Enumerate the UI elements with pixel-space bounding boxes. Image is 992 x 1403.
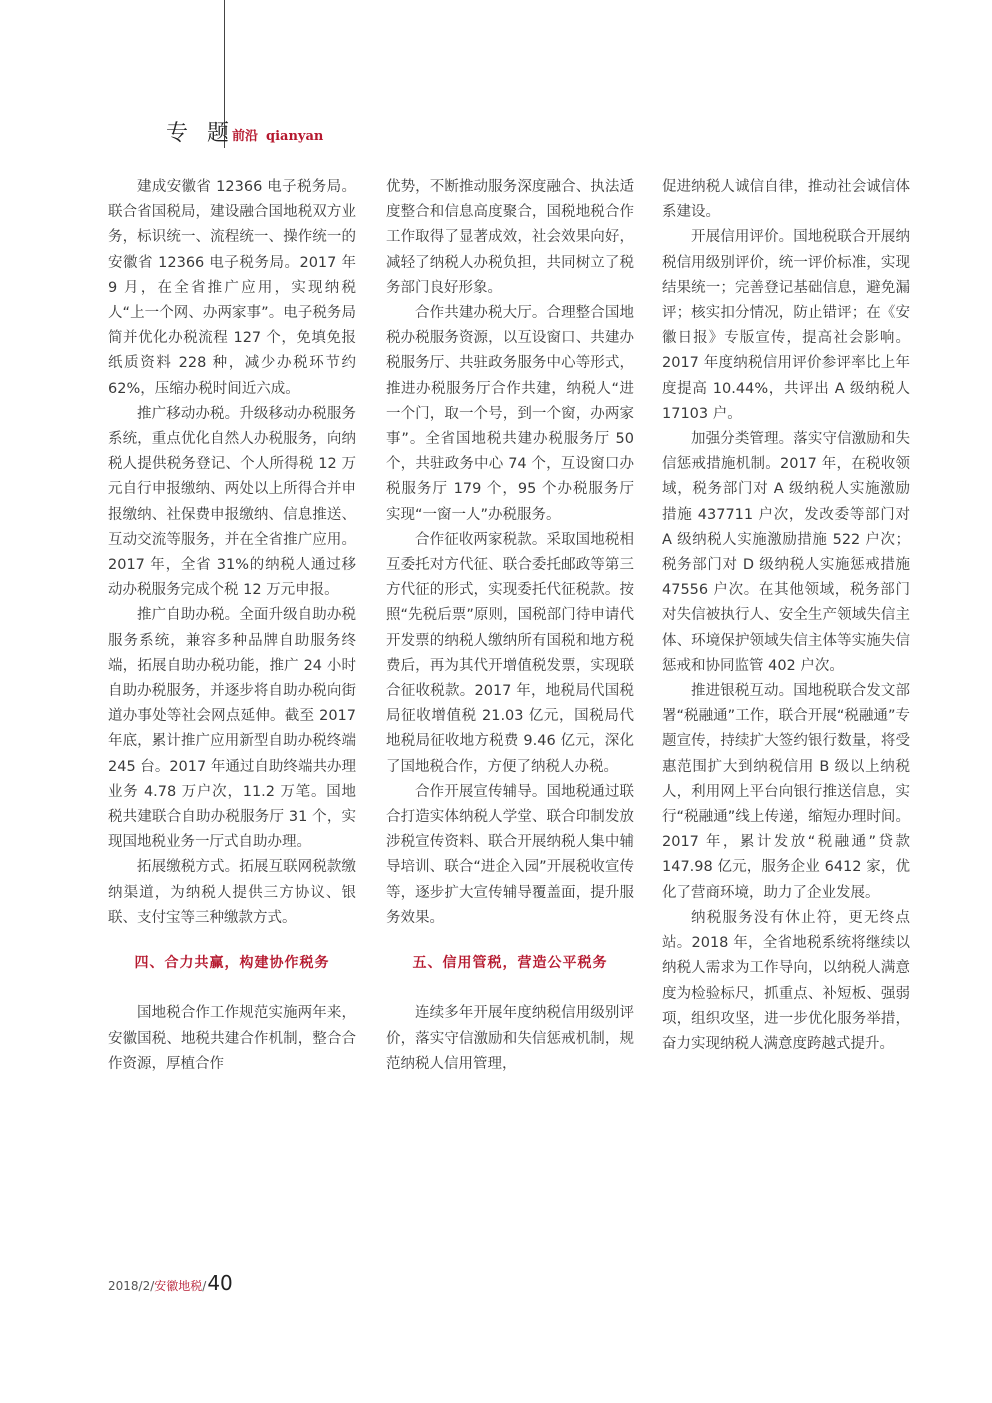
column-label-en: qianyan (266, 129, 324, 144)
paragraph: 推广移动办税。升级移动办税服务系统，重点优化自然人办税服务，向纳税人提供税务登记、个人所得税 12 万元自行申报缴纳、两处以上所得合并申报缴纳、社保费申报缴纳、信息推送、互动交流等服务，并在全省推广应用。2017 年，全省 31%的纳税人通过移动办税服务完成个税 12 万元申报。 (108, 405, 356, 599)
section-heading: 四、合力共赢，构建协作税务 (134, 955, 330, 972)
article-column-3 (662, 175, 910, 1057)
paragraph: 加强分类管理。落实守信激励和失信惩戒措施机制。2017 年，在税收领域，税务部门对 A 级纳税人实施激励措施 437711 户次，发改委等部门对 A 级纳税人实施激励措施 522 户次；税务部门对 D 级纳税人实施惩戒措施 47556 户次。在其他领域，税务部门对失信被执行人、安全生产领域失信主体、环境保护领域失信主体等实施失信惩戒和协同监管 402 户次。 (662, 431, 910, 674)
section-heading: 五、信用管税，营造公平税务 (412, 955, 608, 972)
paragraph: 开展信用评价。国地税联合开展纳税信用级别评价，统一评价标准，实现结果统一；完善登记基础信息，避免漏评；核实扣分情况，防止错评；在《安徽日报》专版宣传，提高社会影响。2017 年度纳税信用评价参评率比上年度提高 10.44%，共评出 A 级纳税人 17103 户。 (662, 229, 910, 422)
paragraph: 优势，不断推动服务深度融合、执法适度整合和信息高度聚合，国税地税合作工作取得了显著成效，社会效果向好，减轻了纳税人办税负担，共同树立了税务部门良好形象。 (386, 179, 634, 296)
footer-separator: / (202, 1279, 207, 1293)
paragraph: 纳税服务没有休止符，更无终点站。2018 年，全省地税系统将继续以纳税人需求为工作导向，以纳税人满意度为检验标尺，抓重点、补短板、强弱项，组织攻坚，进一步优化服务举措，奋力实现纳税人满意度跨越式提升。 (662, 909, 910, 1052)
paragraph: 合作共建办税大厅。合理整合国地税办税服务资源，以互设窗口、共建办税服务厅、共驻政务服务中心等形式，推进办税服务厅合作共建，纳税人“进一个门，取一个号，到一个窗，办两家事”。全省国地税共建办税服务厅 50 个，共驻政务中心 74 个，互设窗口办税服务厅 179 个，95 个办税服务厅实现“一窗一人”办税服务。 (386, 305, 634, 523)
paragraph: 国地税合作工作规范实施两年来，安徽国税、地税共建合作机制，整合合作资源，厚植合作 (108, 1005, 356, 1072)
article-column-2 (386, 175, 634, 1077)
page-footer (108, 1271, 233, 1295)
page-number: 40 (207, 1271, 233, 1295)
column-label (232, 125, 323, 144)
paragraph: 拓展缴税方式。拓展互联网税款缴纳渠道，为纳税人提供三方协议、银联、支付宝等三种缴款方式。 (108, 859, 356, 926)
paragraph: 推广自助办税。全面升级自助办税服务系统，兼容多种品牌自助服务终端，拓展自助办税功能，推广 24 小时自助办税服务，并逐步将自助办税向街道办事处等社会网点延伸。截至 2017 年底，累计推广应用新型自助办税终端 245 台。2017 年通过自助终端共办理业务 4.78 万户次，11.2 万笔。国地税共建联合自助办税服务厅 31 个，实现国地税业务一厅式自助办理。 (108, 607, 356, 851)
magazine-name: 安徽地税 (154, 1279, 203, 1293)
paragraph: 促进纳税人诚信自律，推动社会诚信体系建设。 (662, 179, 910, 221)
column-label-cn: 前沿 (232, 129, 259, 144)
paragraph: 合作开展宣传辅导。国地税通过联合打造实体纳税人学堂、联合印制发放涉税宣传资料、联合开展纳税人集中辅导培训、联合“进企入园”开展税收宣传等，逐步扩大宣传辅导覆盖面，提升服务效果。 (386, 783, 634, 926)
paragraph: 合作征收两家税款。采取国地税相互委托对方代征、联合委托邮政等第三方代征的形式，实现委托代征税款。按照“先税后票”原则，国税部门待申请代开发票的纳税人缴纳所有国税和地方税费后，再为其代开增值税发票，实现联合征收税款。2017 年，地税局代国税局征收增值税 21.03 亿元，国税局代地税局征收地方税费 9.46 亿元，深化了国地税合作，方便了纳税人办税。 (386, 531, 634, 775)
paragraph: 连续多年开展年度纳税信用级别评价，落实守信激励和失信惩戒机制，规范纳税人信用管理， (386, 1005, 634, 1072)
paragraph: 推进银税互动。国地税联合发文部署“税融通”工作，联合开展“税融通”专题宣传，持续扩大签约银行数量，将受惠范围扩大到纳税信用 B 级以上纳税人，利用网上平台向银行推送信息，实行“税融通”线上传递，缩短办理时间。2017 年，累计发放“税融通”贷款 147.98 亿元，服务企业 6412 家，优化了营商环境，助力了企业发展。 (662, 683, 910, 901)
issue-date: 2018/2/ (108, 1279, 155, 1293)
section-title: 专 题 (166, 121, 235, 146)
paragraph: 建成安徽省 12366 电子税务局。联合省国税局，建设融合国地税双方业务，标识统一、流程统一、操作统一的安徽省 12366 电子税务局。2017 年 9 月，在全省推广应用，实现纳税人“上一个网、办两家事”。电子税务局简并优化办税流程 127 个，免填免报纸质资料 228 种，减少办税环节约 62%，压缩办税时间近六成。 (108, 179, 356, 397)
article-column-1 (108, 175, 356, 1077)
